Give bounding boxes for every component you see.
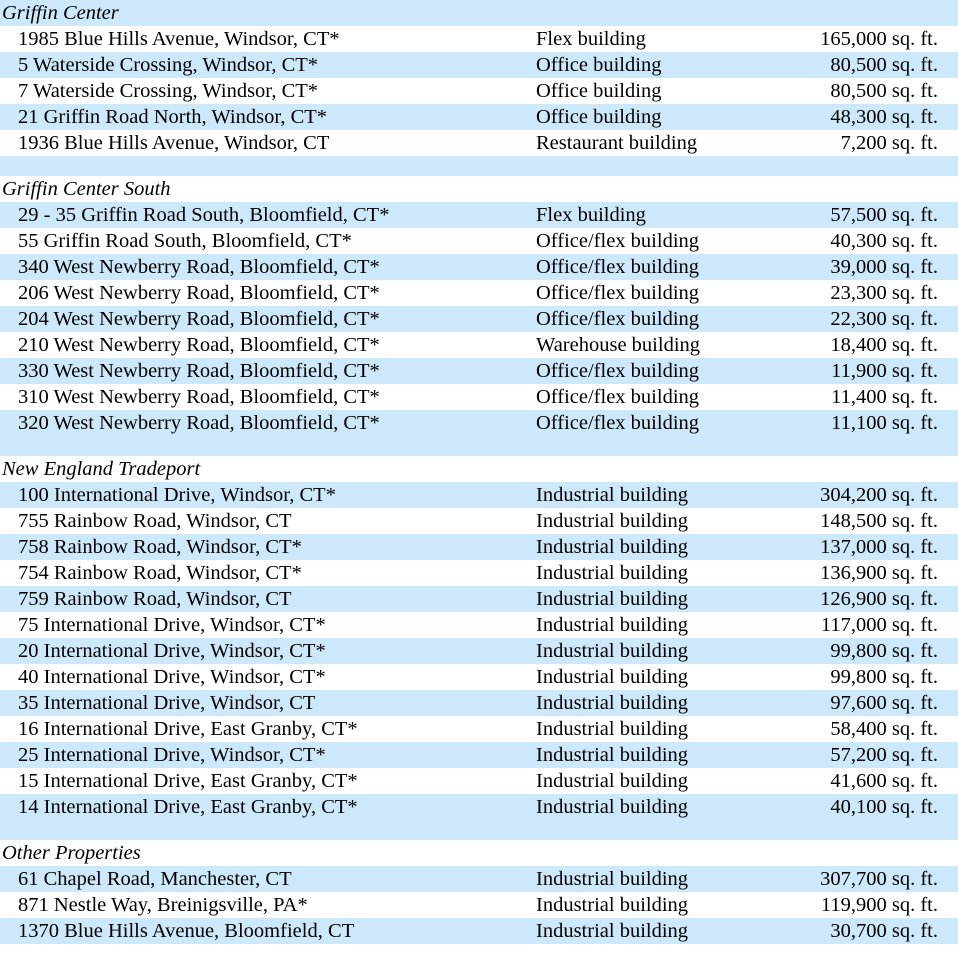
property-row [0, 306, 958, 332]
property-size: 117,000 sq. ft. [820, 614, 938, 636]
property-size: 40,100 sq. ft. [830, 796, 938, 818]
property-size: 11,900 sq. ft. [831, 360, 938, 382]
property-address: 210 West Newberry Road, Bloomfield, CT* [18, 334, 380, 356]
property-type: Office/flex building [536, 360, 700, 382]
property-type: Office building [536, 80, 662, 102]
property-address: 20 International Drive, Windsor, CT* [18, 640, 326, 662]
property-address: 7 Waterside Crossing, Windsor, CT* [18, 80, 319, 102]
property-address: 29 - 35 Griffin Road South, Bloomfield, CT* [18, 204, 390, 226]
property-size: 30,700 sq. ft. [830, 920, 938, 942]
property-type: Industrial building [536, 510, 689, 532]
property-row [0, 410, 958, 436]
property-row [0, 742, 958, 768]
property-type: Flex building [536, 28, 646, 50]
property-row [0, 508, 958, 534]
group-spacer [0, 436, 958, 456]
property-address: 55 Griffin Road South, Bloomfield, CT* [18, 230, 352, 252]
property-type: Office/flex building [536, 256, 700, 278]
group-header [0, 840, 958, 866]
property-address: 320 West Newberry Road, Bloomfield, CT* [18, 412, 380, 434]
property-address: 759 Rainbow Road, Windsor, CT [18, 588, 292, 610]
property-address: 1370 Blue Hills Avenue, Bloomfield, CT [18, 920, 355, 942]
property-row [0, 254, 958, 280]
property-size: 148,500 sq. ft. [820, 510, 938, 532]
property-row [0, 866, 958, 892]
property-type: Industrial building [536, 562, 689, 584]
property-type: Industrial building [536, 692, 689, 714]
property-size: 80,500 sq. ft. [830, 54, 938, 76]
property-size: 137,000 sq. ft. [820, 536, 938, 558]
property-row [0, 716, 958, 742]
property-type: Industrial building [536, 920, 689, 942]
property-row [0, 358, 958, 384]
group-spacer [0, 820, 958, 840]
property-address: 15 International Drive, East Granby, CT* [18, 770, 358, 792]
group-header [0, 176, 958, 202]
property-row [0, 332, 958, 358]
property-address: 204 West Newberry Road, Bloomfield, CT* [18, 308, 380, 330]
property-size: 57,200 sq. ft. [830, 744, 938, 766]
property-size: 119,900 sq. ft. [820, 894, 938, 916]
property-type: Industrial building [536, 718, 689, 740]
group-title: Griffin Center [2, 2, 119, 24]
property-address: 310 West Newberry Road, Bloomfield, CT* [18, 386, 380, 408]
property-row [0, 768, 958, 794]
property-row [0, 664, 958, 690]
property-size: 58,400 sq. ft. [830, 718, 938, 740]
property-type: Industrial building [536, 744, 689, 766]
property-row [0, 78, 958, 104]
property-row [0, 52, 958, 78]
property-address: 755 Rainbow Road, Windsor, CT [18, 510, 292, 532]
property-size: 22,300 sq. ft. [830, 308, 938, 330]
property-address: 5 Waterside Crossing, Windsor, CT* [18, 54, 319, 76]
property-row [0, 280, 958, 306]
property-row [0, 534, 958, 560]
property-type: Industrial building [536, 484, 689, 506]
property-address: 14 International Drive, East Granby, CT* [18, 796, 358, 818]
property-size: 7,200 sq. ft. [840, 132, 938, 154]
property-address: 40 International Drive, Windsor, CT* [18, 666, 326, 688]
property-address: 75 International Drive, Windsor, CT* [18, 614, 326, 636]
property-row [0, 638, 958, 664]
property-size: 99,800 sq. ft. [830, 640, 938, 662]
property-type: Industrial building [536, 614, 689, 636]
property-size: 48,300 sq. ft. [830, 106, 938, 128]
property-row [0, 612, 958, 638]
property-size: 40,300 sq. ft. [830, 230, 938, 252]
property-type: Flex building [536, 204, 646, 226]
property-row [0, 104, 958, 130]
property-type: Industrial building [536, 666, 689, 688]
property-row [0, 26, 958, 52]
property-type: Office building [536, 106, 662, 128]
property-row [0, 202, 958, 228]
property-size: 304,200 sq. ft. [820, 484, 938, 506]
property-size: 11,400 sq. ft. [831, 386, 938, 408]
property-size: 23,300 sq. ft. [830, 282, 938, 304]
property-address: 1936 Blue Hills Avenue, Windsor, CT [18, 132, 330, 154]
group-title: New England Tradeport [2, 458, 201, 480]
property-address: 1985 Blue Hills Avenue, Windsor, CT* [18, 28, 340, 50]
property-row [0, 918, 958, 944]
property-address: 758 Rainbow Road, Windsor, CT* [18, 536, 302, 558]
group-header [0, 456, 958, 482]
group-spacer [0, 156, 958, 176]
property-address: 25 International Drive, Windsor, CT* [18, 744, 326, 766]
property-size: 126,900 sq. ft. [820, 588, 938, 610]
property-type: Warehouse building [536, 334, 701, 356]
property-type: Industrial building [536, 640, 689, 662]
property-size: 165,000 sq. ft. [820, 28, 938, 50]
group-title: Other Properties [2, 842, 141, 864]
property-type: Industrial building [536, 770, 689, 792]
property-type: Office/flex building [536, 308, 700, 330]
property-size: 11,100 sq. ft. [831, 412, 938, 434]
property-row [0, 586, 958, 612]
property-type: Office/flex building [536, 412, 700, 434]
property-row [0, 384, 958, 410]
property-row [0, 690, 958, 716]
property-size: 57,500 sq. ft. [830, 204, 938, 226]
property-type: Restaurant building [536, 132, 698, 154]
property-address: 754 Rainbow Road, Windsor, CT* [18, 562, 302, 584]
property-size: 97,600 sq. ft. [830, 692, 938, 714]
property-type: Industrial building [536, 536, 689, 558]
property-address: 330 West Newberry Road, Bloomfield, CT* [18, 360, 380, 382]
property-address: 16 International Drive, East Granby, CT* [18, 718, 358, 740]
property-size: 307,700 sq. ft. [820, 868, 938, 890]
property-size: 99,800 sq. ft. [830, 666, 938, 688]
property-type: Office/flex building [536, 386, 700, 408]
property-size: 80,500 sq. ft. [830, 80, 938, 102]
property-address: 21 Griffin Road North, Windsor, CT* [18, 106, 328, 128]
property-type: Industrial building [536, 588, 689, 610]
property-row [0, 560, 958, 586]
property-type: Industrial building [536, 796, 689, 818]
property-type: Office building [536, 54, 662, 76]
property-size: 136,900 sq. ft. [820, 562, 938, 584]
property-row [0, 892, 958, 918]
property-address: 100 International Drive, Windsor, CT* [18, 484, 336, 506]
group-title: Griffin Center South [2, 178, 171, 200]
property-address: 206 West Newberry Road, Bloomfield, CT* [18, 282, 380, 304]
property-type: Office/flex building [536, 230, 700, 252]
property-address: 35 International Drive, Windsor, CT [18, 692, 316, 714]
property-address: 871 Nestle Way, Breinigsville, PA* [18, 894, 308, 916]
group-header [0, 0, 958, 26]
property-row [0, 794, 958, 820]
property-type: Industrial building [536, 868, 689, 890]
property-address: 340 West Newberry Road, Bloomfield, CT* [18, 256, 380, 278]
property-row [0, 228, 958, 254]
property-row [0, 130, 958, 156]
property-size: 39,000 sq. ft. [830, 256, 938, 278]
property-type: Industrial building [536, 894, 689, 916]
property-type: Office/flex building [536, 282, 700, 304]
property-size: 41,600 sq. ft. [830, 770, 938, 792]
property-size: 18,400 sq. ft. [830, 334, 938, 356]
property-address: 61 Chapel Road, Manchester, CT [18, 868, 292, 890]
property-row [0, 482, 958, 508]
